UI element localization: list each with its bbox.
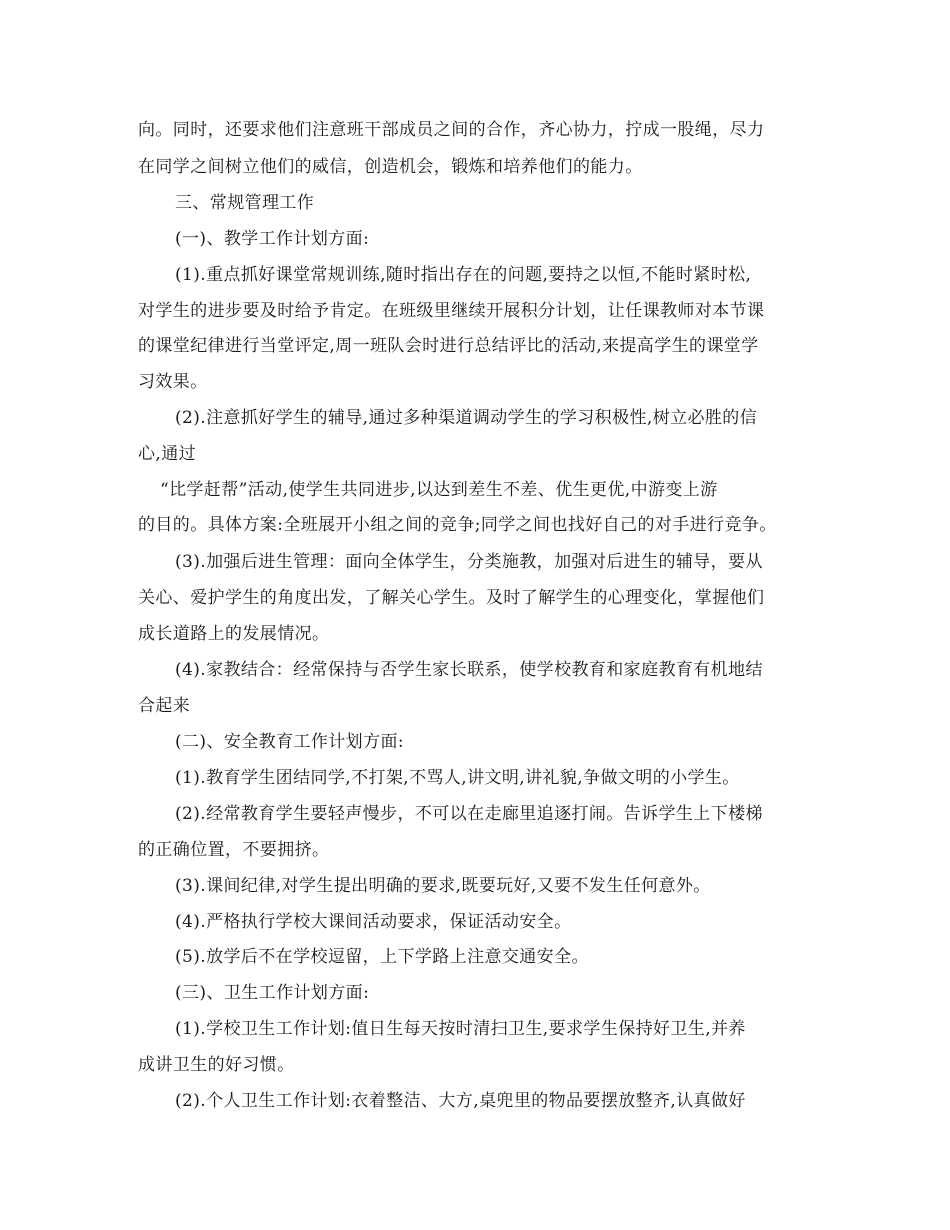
text-line: “比学赶帮”活动,使学生共同进步,以达到差生不差、优生更优,中游变上游 [160, 480, 718, 500]
text-line: (2).经常教育学生要轻声慢步，不可以在走廊里追逐打闹。告诉学生上下楼梯 [175, 804, 763, 824]
text-line: 向。同时，还要求他们注意班干部成员之间的合作，齐心协力，拧成一股绳，尽力 [138, 120, 765, 140]
subsection-heading: (三)、卫生工作计划方面: [175, 983, 370, 1003]
text-line: (2).个人卫生工作计划:衣着整洁、大方,桌兜里的物品要摆放整齐,认真做好 [175, 1091, 746, 1111]
text-line: (1).教育学生团结同学,不打架,不骂人,讲文明,讲礼貌,争做文明的小学生。 [175, 768, 740, 788]
text-line: (3).课间纪律,对学生提出明确的要求,既要玩好,又要不发生任何意外。 [175, 876, 711, 896]
text-line: (3).加强后进生管理：面向全体学生，分类施教，加强对后进生的辅导，要从 [175, 552, 763, 572]
text-line: 的正确位置，不要拥挤。 [138, 840, 330, 860]
text-line: (2).注意抓好学生的辅导,通过多种渠道调动学生的学习积极性,树立必胜的信 [175, 408, 758, 428]
text-line: (5).放学后不在学校逗留，上下学路上注意交通安全。 [175, 947, 589, 967]
text-line: 习效果。 [138, 372, 208, 392]
text-line: (4).家教结合：经常保持与否学生家长联系，使学校教育和家庭教育有机地结 [175, 660, 763, 680]
section-heading: 三、常规管理工作 [175, 193, 315, 213]
subsection-heading: (二)、安全教育工作计划方面: [175, 732, 404, 752]
text-line: 合起来 [138, 696, 191, 716]
text-line: 成讲卫生的好习惯。 [138, 1055, 295, 1075]
text-line: 关心、爱护学生的角度出发，了解关心学生。及时了解学生的心理变化，掌握他们 [138, 588, 765, 608]
text-line: (1).重点抓好课堂常规训练,随时指出存在的问题,要持之以恒,不能时紧时松, [175, 265, 752, 285]
text-line: 成长道路上的发展情况。 [138, 624, 330, 644]
subsection-heading: (一)、教学工作计划方面: [175, 229, 370, 249]
text-line: 的课堂纪律进行当堂评定,周一班队会时进行总结评比的活动,来提高学生的课堂学 [138, 336, 759, 356]
text-line: 的目的。具体方案:全班展开小组之间的竞争;同学之间也找好自己的对手进行竞争。 [138, 515, 777, 535]
text-line: 心,通过 [138, 444, 197, 464]
text-line: (4).严格执行学校大课间活动要求，保证活动安全。 [175, 912, 572, 932]
text-line: 对学生的进步要及时给予肯定。在班级里继续开展积分计划，让任课教师对本节课 [138, 301, 765, 321]
text-line: (1).学校卫生工作计划:值日生每天按时清扫卫生,要求学生保持好卫生,并养 [175, 1019, 746, 1039]
text-line: 在同学之间树立他们的威信，创造机会，锻炼和培养他们的能力。 [138, 157, 643, 177]
